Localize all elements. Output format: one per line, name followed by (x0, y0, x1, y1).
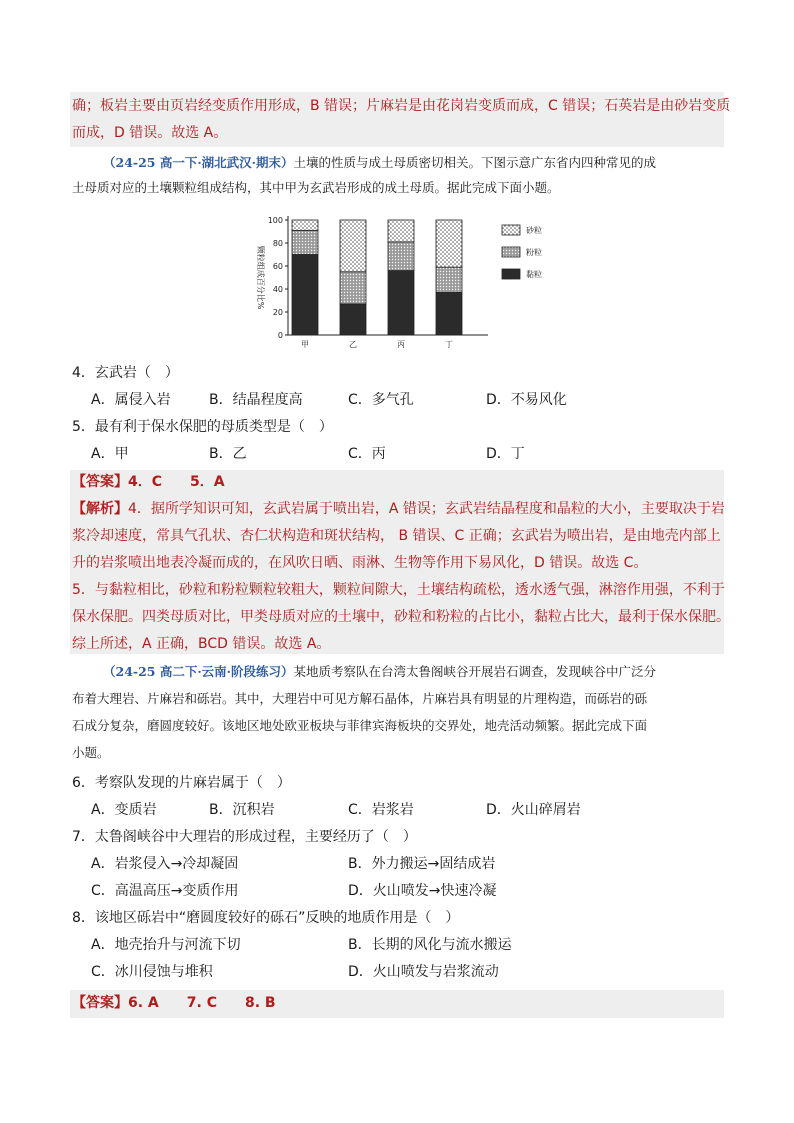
q8-option-b[interactable]: B．长期的风化与流水搬运 (348, 937, 512, 953)
passage1-line2: 土母质对应的土壤颗粒组成结构，其中甲为玄武岩形成的成土母质。据此完成下面小题。 (72, 180, 560, 195)
category-label: 丙 (397, 340, 405, 349)
q6-option-c[interactable]: C．岩浆岩 (348, 802, 414, 818)
q5-option-d[interactable]: D．丁 (486, 446, 525, 462)
y-tick-label: 60 (272, 262, 283, 271)
passage2-line3: 石成分复杂，磨圆度较好。该地区地处欧亚板块与菲律宾海板块的交界处，地壳活动频繁。据此完成下面 (72, 718, 648, 733)
answer2 (72, 993, 276, 1013)
passage2-text: 某地质考察队在台湾太鲁阁峡谷开展岩石调查，发现峡谷中广泛分 (293, 664, 657, 679)
q7-option-c[interactable]: C．高温高压→变质作用 (91, 883, 239, 899)
analysis1-line1 (72, 499, 725, 519)
q4-option-b[interactable]: B．结晶程度高 (209, 392, 303, 408)
q7-option-a[interactable]: A．岩浆侵入→冷却凝固 (91, 856, 239, 872)
passage2-source: （24-25 高二下·云南·阶段练习） (103, 664, 294, 679)
passage1-source: （24-25 高一下·湖北武汉·期末） (103, 155, 294, 170)
answer2-label: 【答案】 (72, 995, 128, 1011)
q6-option-b[interactable]: B．沉积岩 (209, 802, 275, 818)
q5-option-a[interactable]: A．甲 (91, 446, 129, 462)
analysis1-label: 【解析】 (72, 501, 128, 517)
bar-segment (388, 242, 414, 271)
analysis1-text1: 4．据所学知识可知，玄武岩属于喷出岩，A 错误；玄武岩结晶程度和晶粒的大小，主要取决于岩 (128, 501, 725, 517)
y-tick-label: 100 (267, 216, 283, 225)
bar-segment (292, 230, 318, 254)
category-label: 甲 (301, 340, 309, 349)
y-tick-label: 0 (277, 331, 283, 340)
q7-stem: 7．太鲁阁峡谷中大理岩的形成过程，主要经历了（ ） (72, 829, 417, 845)
bar-segment (436, 267, 462, 292)
legend-label: 黏粒 (526, 270, 542, 279)
q5-option-b[interactable]: B．乙 (209, 446, 247, 462)
q5-stem: 5．最有利于保水保肥的母质类型是（ ） (72, 419, 333, 435)
analysis1-line6: 综上所述，A 正确，BCD 错误。故选 A。 (72, 636, 331, 652)
y-tick-label: 20 (272, 308, 283, 317)
bar-segment (388, 220, 414, 242)
legend-swatch (502, 247, 520, 257)
analysis1-line3: 升的岩浆喷出地表冷凝而成的，在风吹日晒、雨淋、生物等作用下易风化，D 错误。故选 C。 (72, 555, 648, 571)
answer1-text: 4．C 5．A (128, 474, 225, 490)
passage1-text: 土壤的性质与成土母质密切相关。下图示意广东省内四种常见的成 (293, 155, 657, 170)
q8-option-c[interactable]: C．冰川侵蚀与堆积 (91, 964, 213, 980)
q4-option-c[interactable]: C．多气孔 (348, 392, 414, 408)
particle-composition-chart (250, 207, 570, 352)
q6-option-a[interactable]: A．变质岩 (91, 802, 157, 818)
top-answer-line1: 确；板岩主要由页岩经变质作用形成，B 错误；片麻岩是由花岗岩变质而成，C 错误；石英岩是由砂岩变质 (72, 98, 731, 114)
passage2-line1 (103, 662, 656, 682)
bar-segment (436, 292, 462, 335)
q4-option-d[interactable]: D．不易风化 (486, 392, 567, 408)
q4-option-a[interactable]: A．属侵入岩 (91, 392, 171, 408)
category-label: 丁 (445, 340, 453, 349)
y-tick-label: 40 (272, 285, 283, 294)
q8-option-d[interactable]: D．火山喷发与岩浆流动 (348, 964, 499, 980)
q6-stem: 6．考察队发现的片麻岩属于（ ） (72, 775, 291, 791)
y-axis-label: 颗粒组成百分比% (256, 245, 265, 310)
bar-segment (340, 272, 366, 304)
bar-segment (340, 220, 366, 272)
passage1-line1 (103, 153, 656, 173)
passage2-line2: 布着大理岩、片麻岩和砾岩。其中，大理岩中可见方解石晶体，片麻岩具有明显的片理构造，而砾岩的砾 (72, 691, 648, 706)
legend-swatch (502, 225, 520, 235)
answer2-text: 6. A 7. C 8. B (128, 995, 276, 1011)
legend-swatch (502, 269, 520, 279)
bar-segment (436, 220, 462, 267)
q7-option-d[interactable]: D．火山喷发→快速冷凝 (348, 883, 497, 899)
bar-segment (292, 255, 318, 336)
bar-segment (340, 304, 366, 335)
passage2-line4: 小题。 (72, 745, 110, 760)
top-answer-line2: 而成，D 错误。故选 A。 (72, 125, 228, 141)
q7-option-b[interactable]: B．外力搬运→固结成岩 (348, 856, 496, 872)
analysis1-line2: 浆冷却速度，常具气孔状、杏仁状构造和斑状结构， B 错误、C 正确；玄武岩为喷出岩，是由地壳内部上 (72, 528, 721, 544)
legend-label: 粉粒 (526, 248, 542, 257)
q8-stem: 8．该地区砾岩中“磨圆度较好的砾石”反映的地质作用是（ ） (72, 910, 460, 926)
answer1 (72, 472, 225, 492)
q8-option-a[interactable]: A．地壳抬升与河流下切 (91, 937, 241, 953)
y-tick-label: 80 (272, 239, 283, 248)
legend-label: 砂粒 (526, 226, 542, 235)
answer1-label: 【答案】 (72, 474, 128, 490)
analysis1-line4: 5．与黏粒相比，砂粒和粉粒颗粒较粗大，颗粒间隙大，土壤结构疏松，透水透气强，淋溶作用强，不利于 (72, 582, 725, 598)
category-label: 乙 (349, 340, 357, 349)
q4-stem: 4．玄武岩（ ） (72, 365, 179, 381)
bar-segment (292, 220, 318, 230)
analysis1-line5: 保水保肥。四类母质对比，甲类母质对应的土壤中，砂粒和粉粒的占比小，黏粒占比大，最利于保水保肥。 (72, 609, 730, 625)
q5-option-c[interactable]: C．丙 (348, 446, 386, 462)
q6-option-d[interactable]: D．火山碎屑岩 (486, 802, 581, 818)
bar-segment (388, 271, 414, 335)
